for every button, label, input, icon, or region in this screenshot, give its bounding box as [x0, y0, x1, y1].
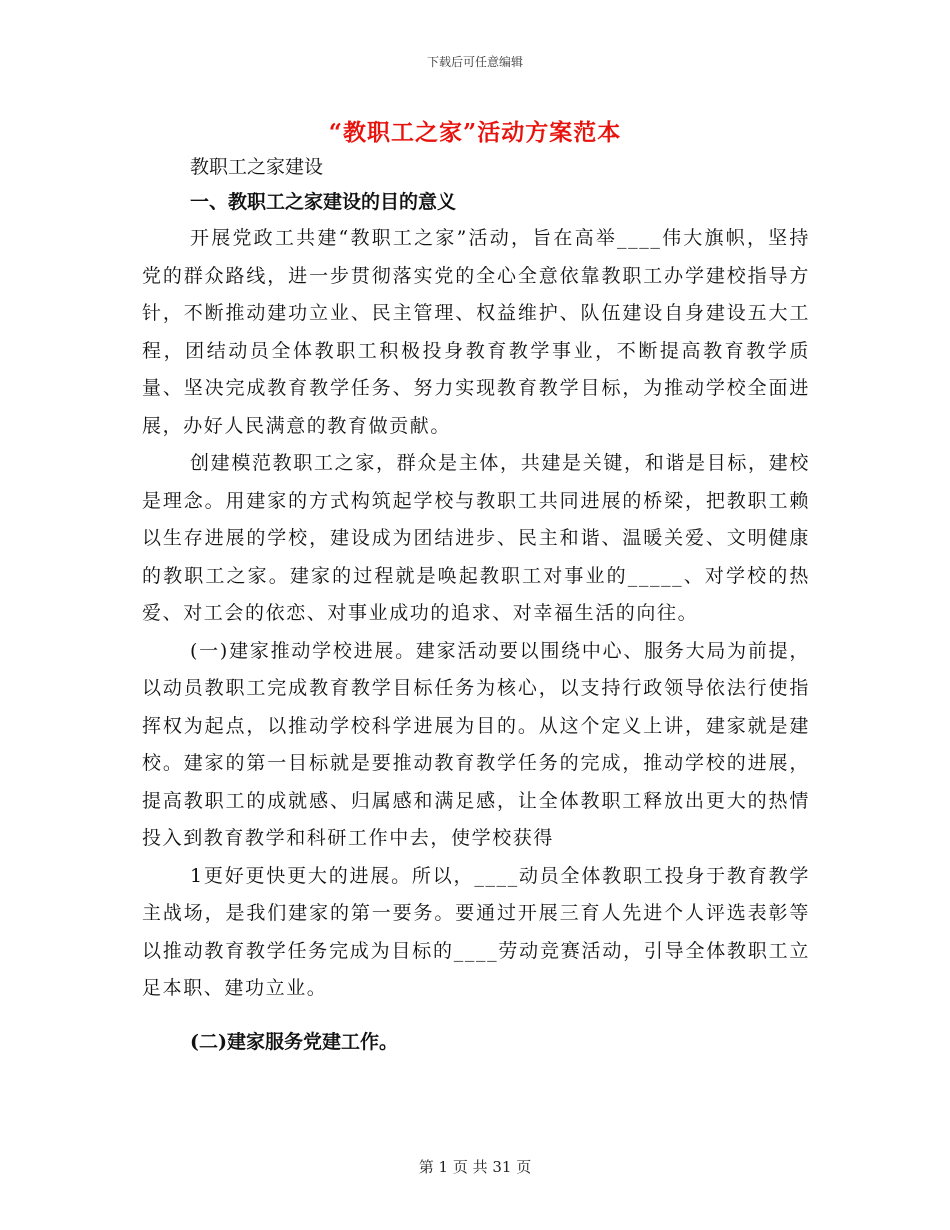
document-title: “教职工之家”活动方案范本	[328, 119, 622, 146]
paragraph-2: 创建模范教职工之家，群众是主体，共建是关键，和谐是目标，建校是理念。用建家的方式构筑起学校与教职工共同进展的桥梁，把教职工赖以生存进展的学校，建设成为团结进步、民主和谐、温暖关爱、文明健康的教职工之家。建家的过程就是唤起教职工对事业的_____、对学校的热爱、对工会的依恋、对事业成功的追求、对幸福生活的向往。	[142, 452, 810, 624]
page-footer: 第 1 页 共 31 页	[418, 1158, 532, 1176]
document-body	[142, 150, 810, 1081]
paragraph-1: 开展党政工共建“教职工之家”活动，旨在高举____伟大旗帜，坚持党的群众路线，进一步贯彻落实党的全心全意依靠教职工办学建校指导方针，不断推动建功立业、民主管理、权益维护、队伍建设自身建设五大工程，团结动员全体教职工积极投身教育教学事业，不断提高教育教学质量、坚决完成教育教学任务、努力实现教育教学目标，为推动学校全面进展，办好人民满意的教育做贡献。	[142, 227, 810, 437]
section-heading-1: 一、教职工之家建设的目的意义	[190, 191, 457, 213]
document-subtitle: 教职工之家建设	[190, 156, 324, 178]
page-header: 下载后可任意编辑	[426, 55, 523, 69]
paragraph-3: (一)建家推动学校进展。建家活动要以围绕中心、服务大局为前提，以动员教职工完成教育教学目标任务为核心，以支持行政领导依法行使指挥权为起点，以推动学校科学进展为目的。从这个定义上讲，建家就是建校。建家的第一目标就是要推动教育教学任务的完成，推动学校的进展，提高教职工的成就感、归属感和满足感，让全体教职工释放出更大的热情投入到教育教学和科研工作中去，使学校获得	[142, 639, 810, 849]
section-heading-2: (二)建家服务党建工作。	[190, 1030, 398, 1053]
paragraph-4: 1更好更快更大的进展。所以，____动员全体教职工投身于教育教学主战场，是我们建家的第一要务。要通过开展三育人先进个人评选表彰等以推动教育教学任务完成为目标的____劳动竞赛活动，引导全体教职工立足本职、建功立业。	[142, 864, 810, 999]
